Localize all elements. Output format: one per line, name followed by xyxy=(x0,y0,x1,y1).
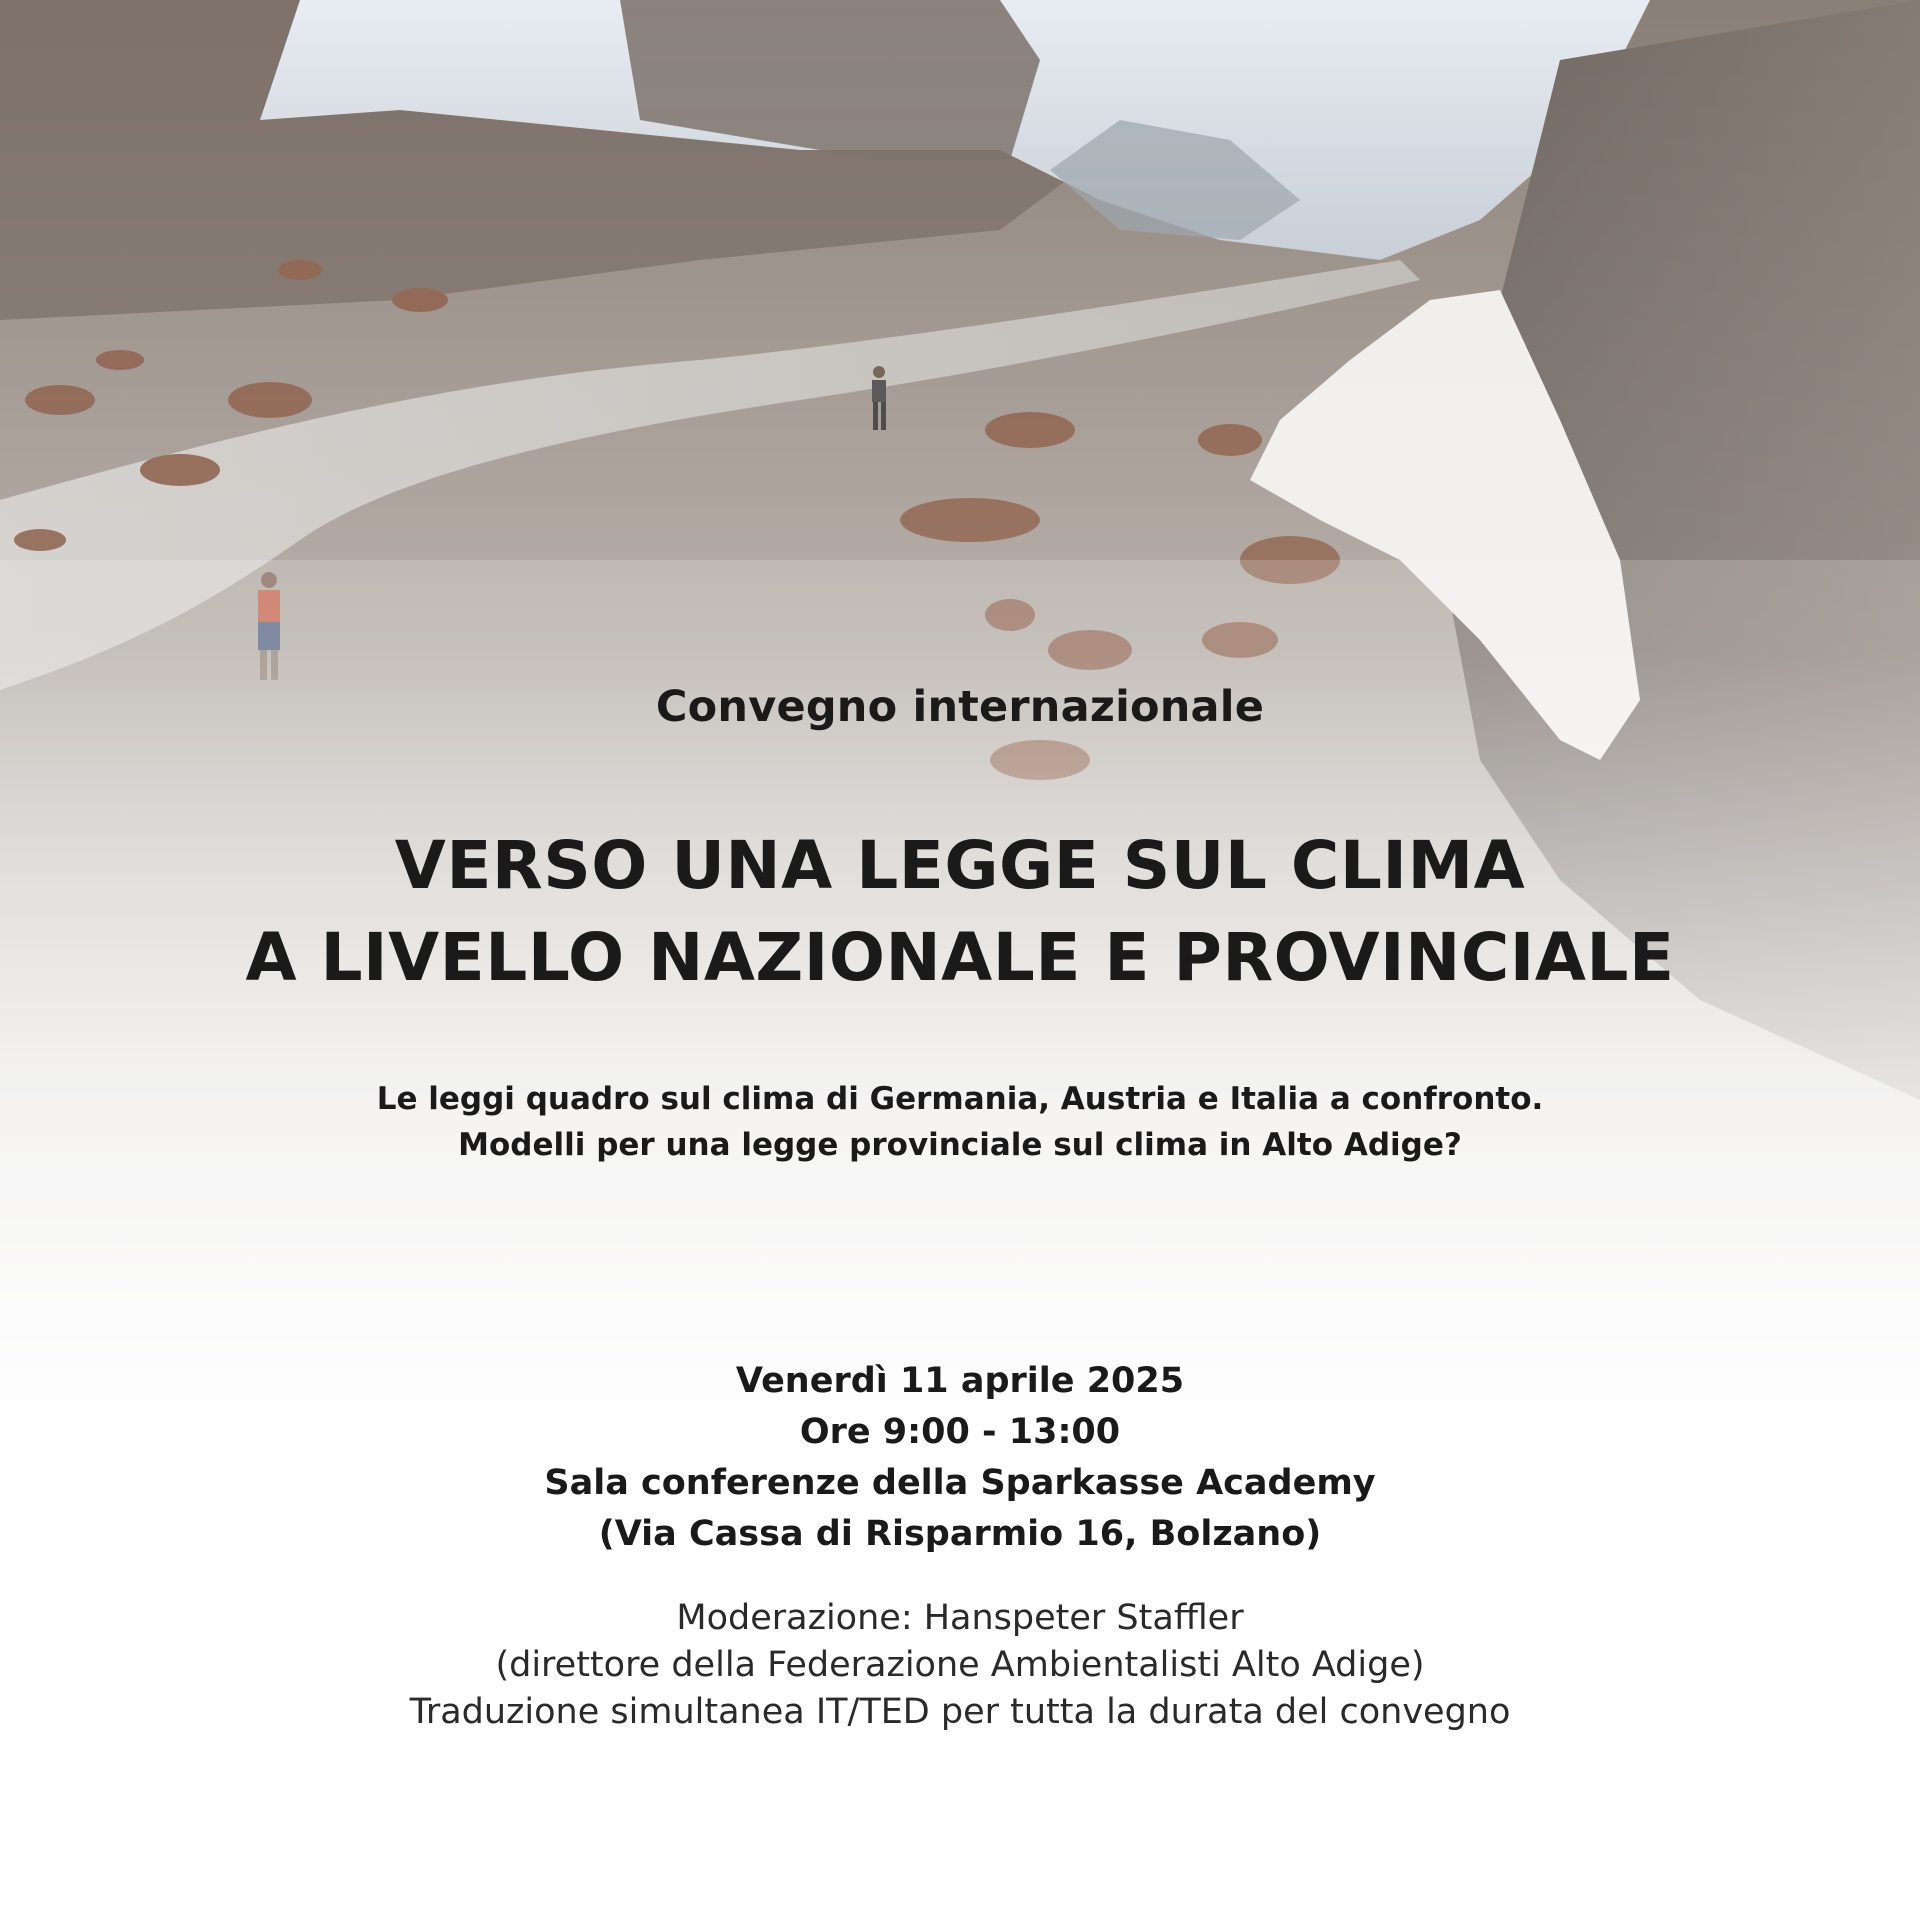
event-subtitle-line: Le leggi quadro sul clima di Germania, Austria e Italia a confronto. xyxy=(376,1081,1544,1117)
event-venue: Sala conferenze della Sparkasse Academy xyxy=(544,1463,1376,1503)
translation-note: Traduzione simultanea IT/TED per tutta la durata del convegno xyxy=(409,1692,1511,1732)
event-type-label: Convegno internazionale xyxy=(655,682,1265,732)
event-details xyxy=(0,1356,1920,1560)
event-subtitle-line: Modelli per una legge provinciale sul clima in Alto Adige? xyxy=(458,1127,1462,1163)
event-title-line: A LIVELLO NAZIONALE E PROVINCIALE xyxy=(245,919,1675,996)
moderator-role-text: (direttore della Federazione Ambientalisti Alto Adige) xyxy=(495,1645,1425,1685)
event-address: (Via Cassa di Risparmio 16, Bolzano) xyxy=(598,1514,1322,1554)
event-time: Ore 9:00 - 13:00 xyxy=(799,1412,1121,1452)
event-subtitle xyxy=(0,1076,1920,1168)
event-title xyxy=(0,820,1920,1004)
moderation-text: Moderazione: Hanspeter Staffler xyxy=(676,1598,1244,1638)
event-date: Venerdì 11 aprile 2025 xyxy=(735,1361,1185,1401)
event-title-line: VERSO UNA LEGGE SUL CLIMA xyxy=(394,827,1526,904)
event-credits xyxy=(0,1595,1920,1736)
